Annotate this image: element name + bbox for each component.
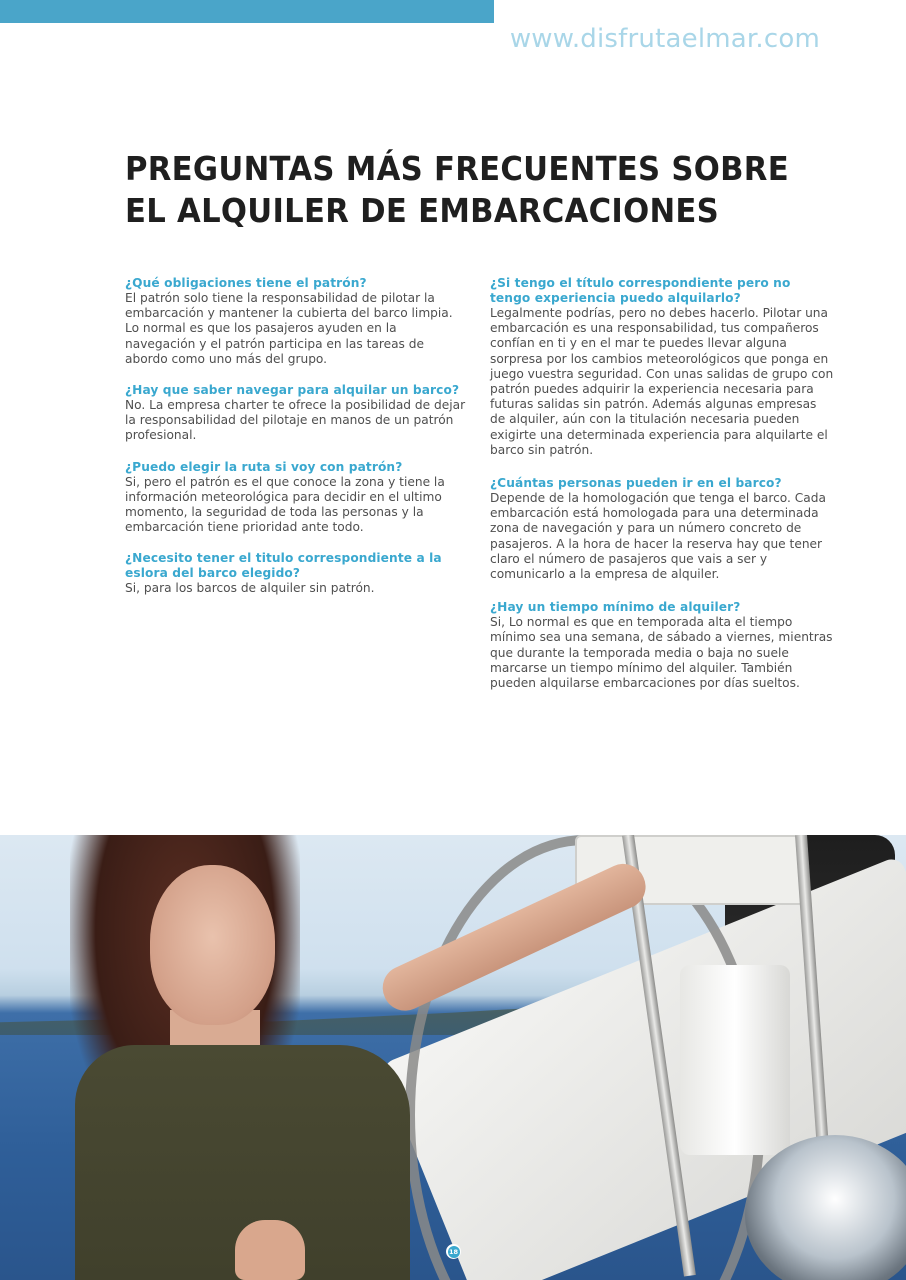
faq-item [125,276,470,367]
faq-item [125,383,470,444]
header-accent-bar [0,0,494,23]
site-url[interactable]: www.disfrutaelmar.com [509,24,820,54]
page-title-line-2: EL ALQUILER DE EMBARCACIONES [125,191,720,230]
faq-item [490,276,835,458]
faq-question: ¿Cuántas personas pueden ir en el barco? [490,476,782,491]
faq-column-left [125,276,470,613]
faq-answer: No. La empresa charter te ofrece la posibilidad de dejar la responsabilidad del pilotaje en manos de un patrón profesional. [125,398,466,443]
faq-question: ¿Puedo elegir la ruta si voy con patrón? [125,459,403,474]
page-title [125,148,795,232]
photo-hand [235,1220,305,1280]
faq-answer: Legalmente podrías, pero no debes hacerlo. Pilotar una embarcación es una responsabilidad, tus compañeros confían en ti y en el mar te puedes llevar alguna sorpresa por los cambios meteorológicos que ponga en juego vuestra seguridad. Con unas salidas de grupo con patrón puedes adquirir la experiencia necesaria para futuras salidas sin patrón. Además algunas empresas de alquiler, aún con la titulación necesaria pueden exigirte una determinada experiencia para alquilarte el barco sin patrón. [490,306,834,457]
faq-item [490,476,835,582]
sailing-photo [0,835,906,1280]
faq-answer: El patrón solo tiene la responsabilidad de pilotar la embarcación y mantener la cubierta del barco limpia. Lo normal es que los pasajeros ayuden en la navegación y el patrón participa en las tareas de abordo como uno más del grupo. [125,291,453,366]
photo-helm-pedestal [680,965,790,1155]
faq-item [125,551,470,596]
faq-question: ¿Hay que saber navegar para alquilar un barco? [125,383,460,398]
faq-question: ¿Necesito tener el titulo correspondiente a la eslora del barco elegido? [125,551,442,581]
page-number: 18 [448,1247,459,1256]
faq-question: ¿Qué obligaciones tiene el patrón? [125,276,367,290]
page-title-line-1: PREGUNTAS MÁS FRECUENTES SOBRE [125,149,789,188]
faq-item [490,600,835,691]
faq-column-right [490,276,835,709]
faq-answer: Si, pero el patrón es el que conoce la zona y tiene la información meteorológica para decidir en el ultimo momento, la seguridad de toda las personas y la embarcación tiene prioridad ante todo. [125,474,445,535]
faq-item [125,460,470,536]
faq-question: ¿Si tengo el título correspondiente pero no tengo experiencia puedo alquilarlo? [490,276,791,305]
faq-answer: Depende de la homologación que tenga el barco. Cada embarcación está homologada para una determinada zona de navegación y para un número concreto de pasajeros. A la hora de hacer la reserva hay que tener claro el número de pasajeros que vais a ser y comunicarlo a la empresa de alquiler. [490,491,826,582]
faq-answer: Si, para los barcos de alquiler sin patrón. [125,581,375,596]
faq-question: ¿Hay un tiempo mínimo de alquiler? [490,600,741,615]
photo-face [150,865,275,1025]
page-number-badge [446,1244,461,1259]
faq-answer: Si, Lo normal es que en temporada alta el tiempo mínimo sea una semana, de sábado a viernes, mientras que durante la temporada media o baja no suele marcarse un tiempo mínimo del alquiler. También pueden alquilarse embarcaciones por días sueltos. [490,615,833,691]
